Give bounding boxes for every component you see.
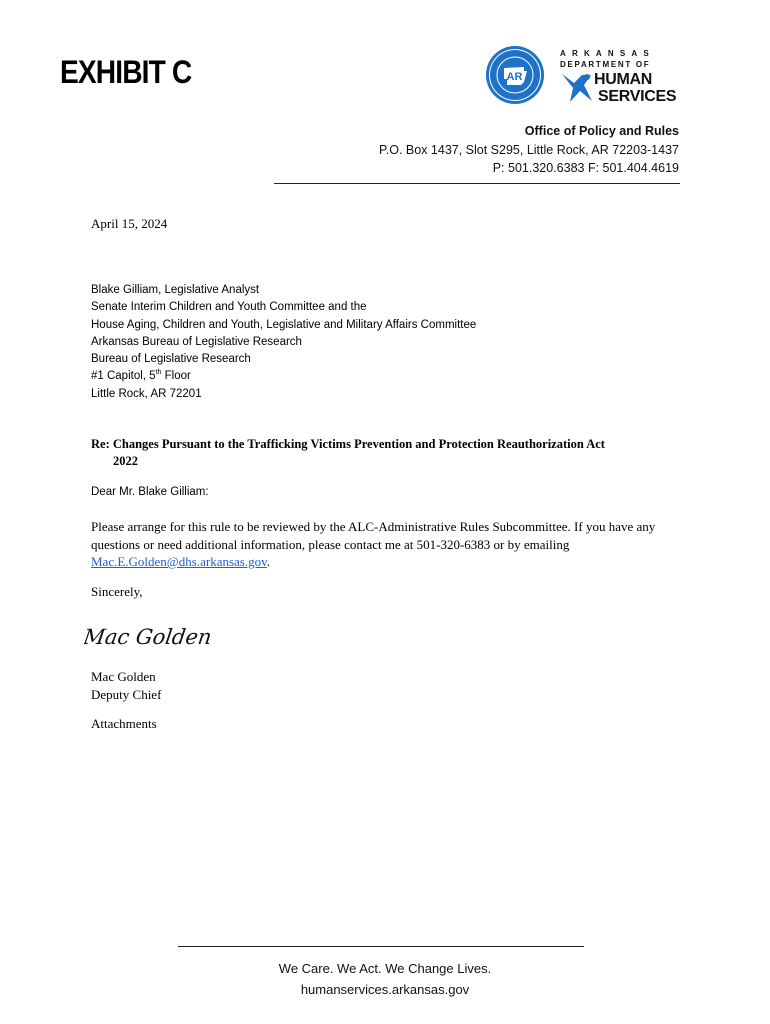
signer-title: Deputy Chief: [91, 686, 162, 702]
office-name: Office of Policy and Rules: [524, 124, 679, 138]
signer-name: Mac Golden: [91, 669, 156, 684]
exhibit-title: EXHIBIT C: [60, 54, 192, 90]
recipient-line: [91, 368, 476, 385]
recipient-line: Senate Interim Children and Youth Committee and the: [91, 301, 367, 314]
office-phone-fax: P: 501.320.6383 F: 501.404.4619: [492, 161, 679, 175]
person-star-icon: [560, 71, 594, 105]
ordinal-suffix: th: [155, 369, 162, 377]
logo-department-of: DEPARTMENT OF: [560, 60, 651, 69]
signature-text: Mac Golden: [84, 624, 214, 649]
office-block: [379, 122, 679, 178]
recipient-line: Bureau of Legislative Research: [91, 353, 251, 366]
capitol-prefix: #1 Capitol, 5: [91, 370, 156, 383]
letter-body: [91, 518, 689, 571]
floor-suffix: Floor: [161, 370, 191, 383]
signer-block: [91, 668, 161, 703]
logo-state: ARKANSAS: [560, 49, 655, 58]
subject-text: Re: Changes Pursuant to the Trafficking Victims Prevention and Protection Reauthorization Act: [91, 437, 605, 451]
enclosure-note: Attachments: [91, 716, 157, 731]
salutation: Dear Mr. Blake Gilliam:: [91, 486, 209, 498]
footer-divider: [178, 946, 584, 947]
subject-year: 2022: [113, 454, 138, 468]
footer-tagline: We Care. We Act. We Change Lives.: [278, 961, 492, 976]
body-end: .: [266, 554, 271, 569]
arkansas-state-icon: [486, 46, 544, 104]
recipient-line: House Aging, Children and Youth, Legislative and Military Affairs Committee: [91, 318, 477, 331]
recipient-line: Blake Gilliam, Legislative Analyst: [91, 284, 260, 296]
header-divider: [274, 183, 680, 184]
footer-website: humanservices.arkansas.gov: [300, 982, 470, 997]
logo-services: SERVICES: [598, 88, 677, 105]
email-link[interactable]: Mac.E.Golden@dhs.arkansas.gov: [91, 554, 267, 569]
closing: Sincerely,: [91, 584, 143, 599]
subject-line: [91, 436, 681, 470]
recipient-address: [91, 282, 476, 403]
signature-image: [84, 620, 214, 661]
letter-date: April 15, 2024: [91, 216, 168, 231]
dhs-wordmark: [560, 48, 680, 106]
recipient-line: Little Rock, AR 72201: [91, 387, 202, 400]
dhs-seal-logo: [486, 46, 544, 104]
logo-human: HUMAN: [594, 71, 653, 88]
footer: [0, 958, 770, 1000]
seal-text: AR: [506, 71, 523, 83]
body-text: Please arrange for this rule to be reviewed by the ALC-Administrative Rules Subcommittee. If you have any questions or need additional information, please contact me at 501-320-6383 or by emailing: [91, 519, 656, 552]
recipient-line: Arkansas Bureau of Legislative Research: [91, 335, 302, 348]
office-address: P.O. Box 1437, Slot S295, Little Rock, AR 72203-1437: [379, 142, 679, 157]
